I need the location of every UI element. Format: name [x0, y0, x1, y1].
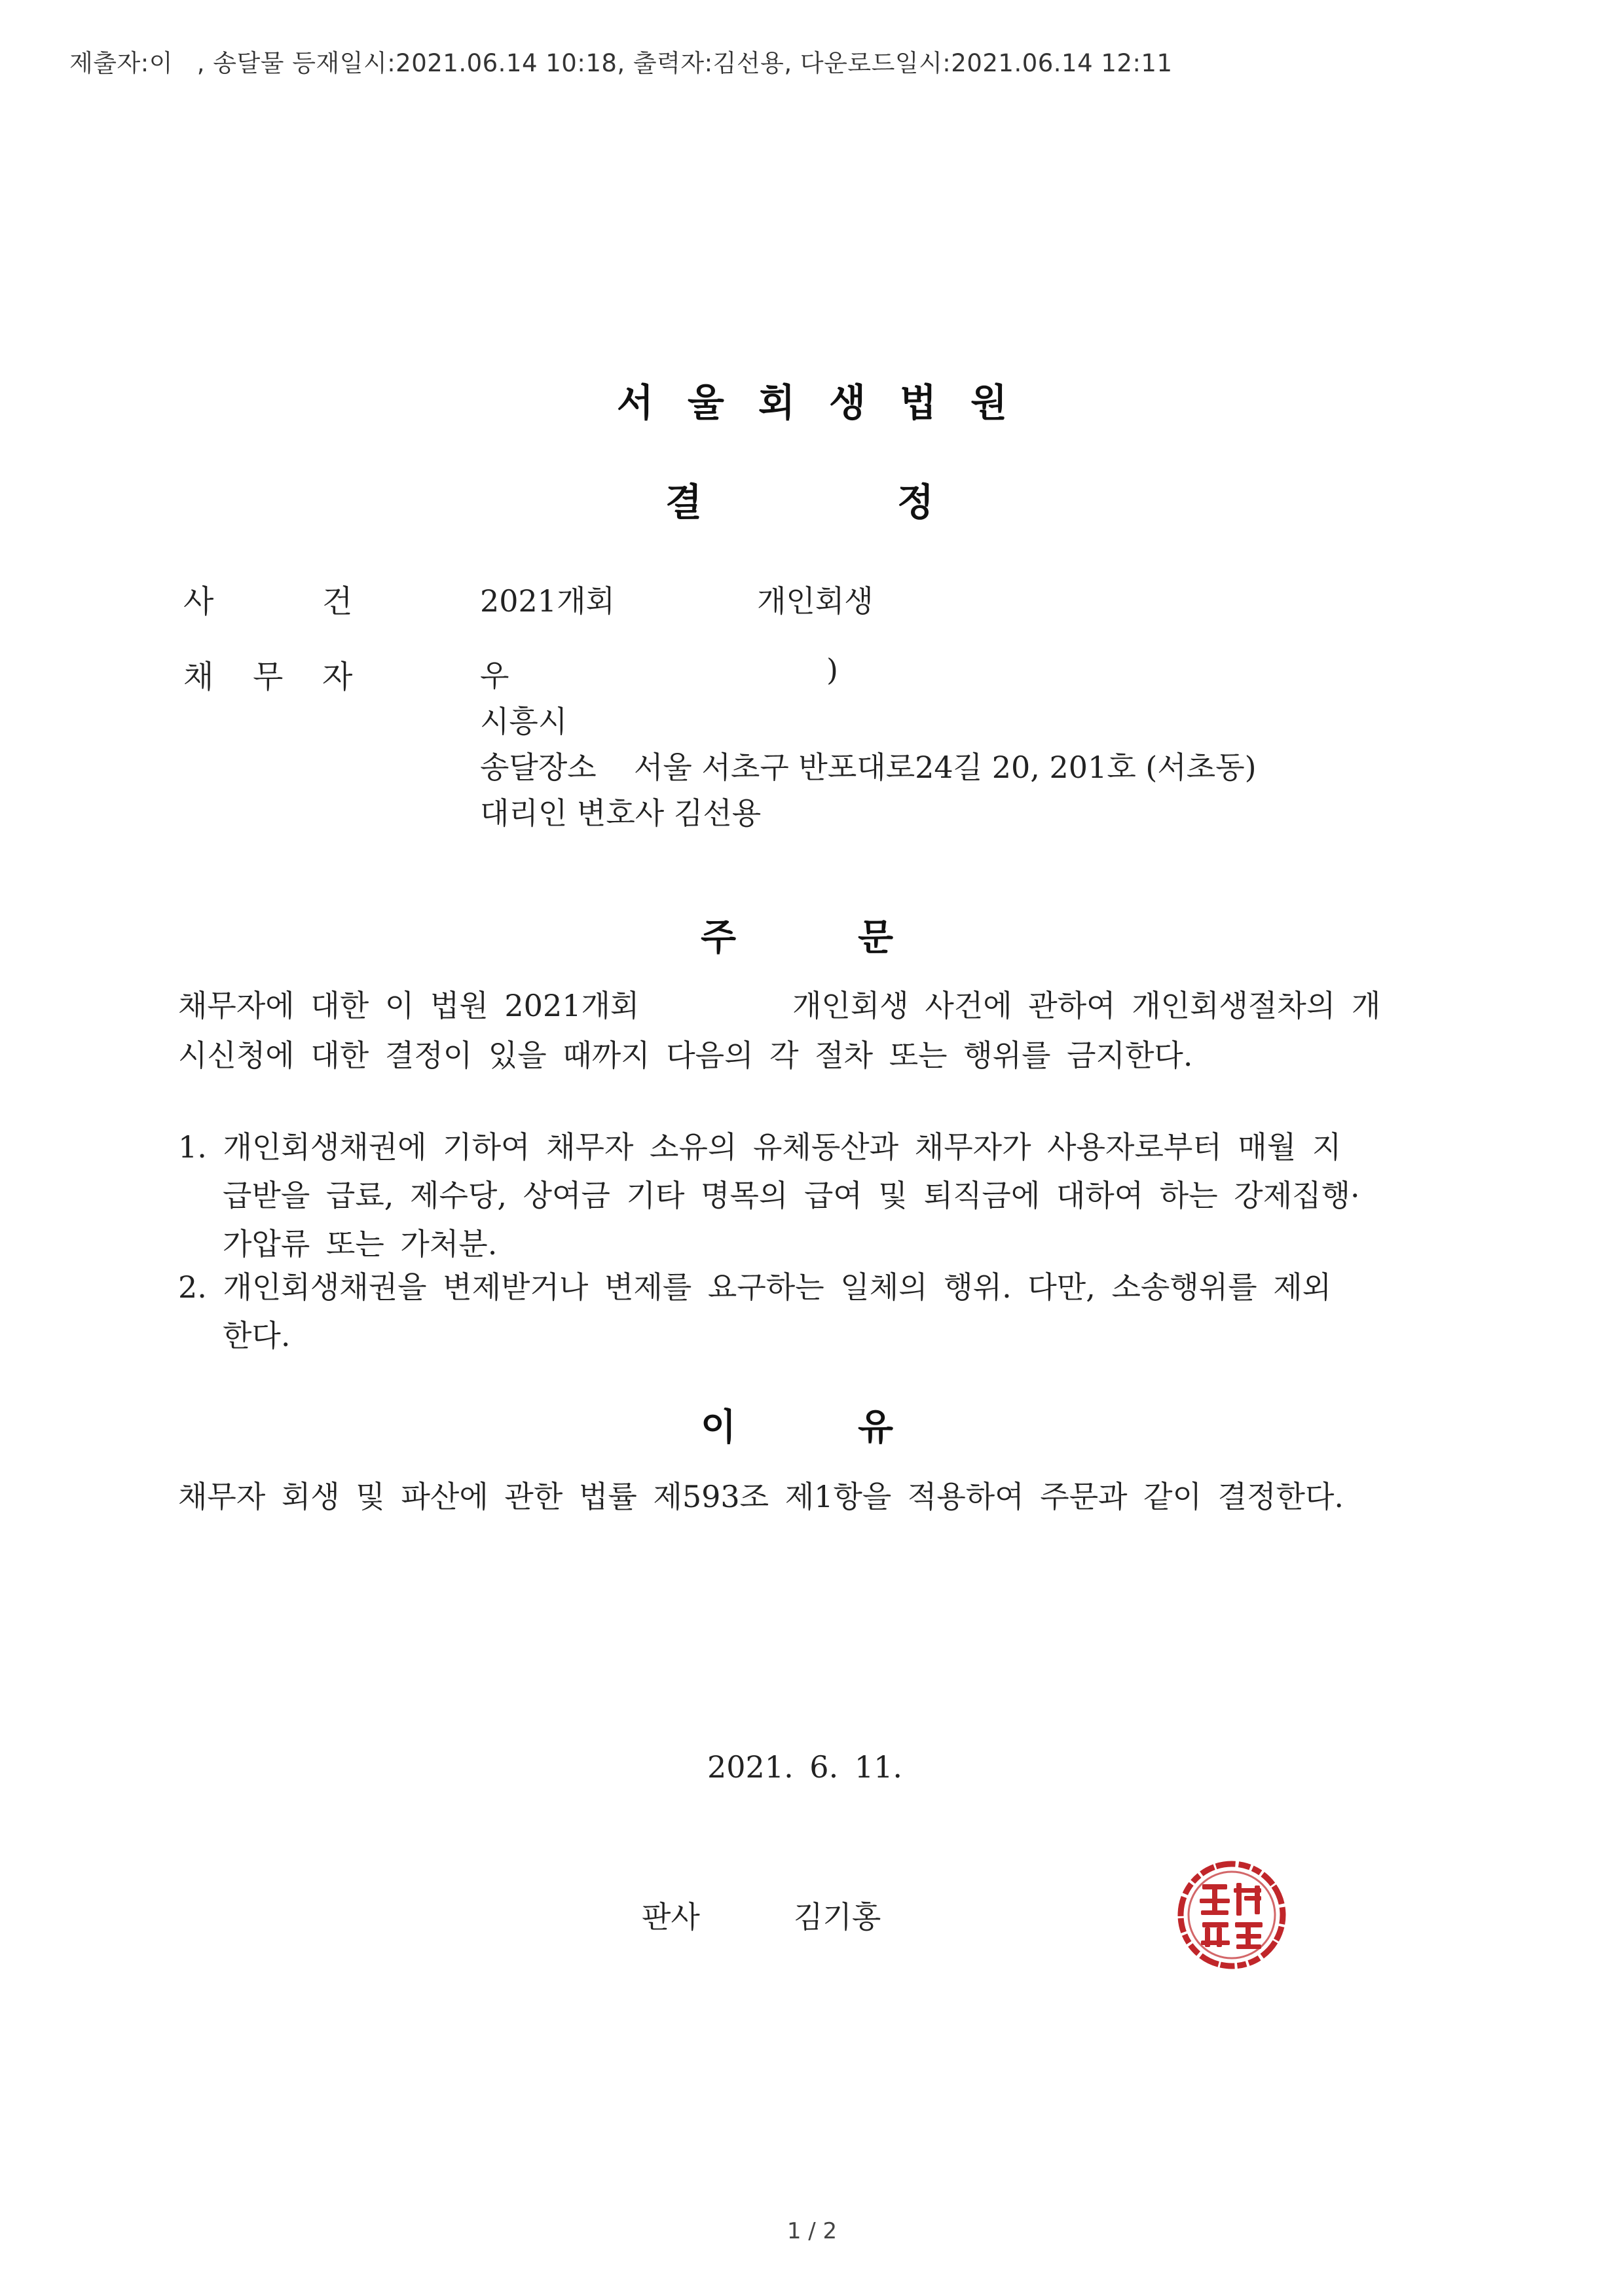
- order-intro-line1a: 채무자에 대한 이 법원 2021개회: [178, 988, 640, 1023]
- debtor-address: 시흥시: [480, 704, 568, 739]
- debtor-name-close: ): [826, 652, 838, 687]
- page-number: 1 / 2: [786, 2218, 838, 2244]
- doc-title-left: 결: [665, 480, 703, 524]
- decision-date: 2021. 6. 11.: [707, 1749, 902, 1785]
- debtor-label-a: 채: [183, 659, 214, 695]
- order-item-2-line1: 2. 개인회생채권을 변제받거나 변제를 요구하는 일체의 행위. 다만, 소송행위를 제외: [178, 1269, 1332, 1305]
- order-intro-line1b: 개인회생 사건에 관하여 개인회생절차의 개: [792, 988, 1381, 1023]
- debtor-name: 우: [480, 658, 509, 693]
- debtor-label-b: 무: [253, 659, 284, 695]
- service-label: 송달장소: [480, 750, 597, 785]
- case-label-a: 사: [183, 583, 214, 620]
- case-number: 2021개회: [480, 583, 615, 619]
- reason-text: 채무자 회생 및 파산에 관한 법률 제593조 제1항을 적용하여 주문과 같이 결정한다.: [178, 1479, 1344, 1514]
- reason-heading-a: 이: [701, 1406, 737, 1449]
- doc-title-right: 정: [897, 480, 934, 524]
- service-address: 서울 서초구 반포대로24길 20, 201호 (서초동): [634, 750, 1257, 785]
- court-name: 서울회생법원: [616, 380, 1042, 425]
- debtor-agent: 대리인 변호사 김선용: [480, 795, 762, 831]
- reason-heading-b: 유: [858, 1406, 894, 1449]
- judge-seal-stamp: [1176, 1859, 1287, 1971]
- order-heading-b: 문: [858, 917, 894, 959]
- order-item-1-line3: 가압류 또는 가처분.: [223, 1226, 498, 1262]
- case-type: 개인회생: [757, 583, 874, 619]
- order-item-1-line2: 급받을 급료, 제수당, 상여금 기타 명목의 급여 및 퇴직금에 대하여 하는 강제집행·: [223, 1178, 1360, 1213]
- order-item-1-line1: 1. 개인회생채권에 기하여 채무자 소유의 유체동산과 채무자가 사용자로부터 매월 지: [178, 1129, 1342, 1165]
- debtor-label-c: 자: [322, 659, 353, 695]
- judge-title: 판사: [642, 1899, 700, 1935]
- order-item-2-line2: 한다.: [223, 1318, 291, 1353]
- judge-name: 김기홍: [794, 1899, 881, 1935]
- order-intro-line2: 시신청에 대한 결정이 있을 때까지 다음의 각 절차 또는 행위를 금지한다.: [178, 1038, 1193, 1073]
- case-label-b: 건: [322, 583, 353, 620]
- order-heading-a: 주: [701, 917, 737, 959]
- document-header: 제출자:이 , 송달물 등재일시:2021.06.14 10:18, 출력자:김선용, 다운로드일시:2021.06.14 12:11: [69, 49, 1173, 77]
- seal-graphic: [1176, 1859, 1287, 1971]
